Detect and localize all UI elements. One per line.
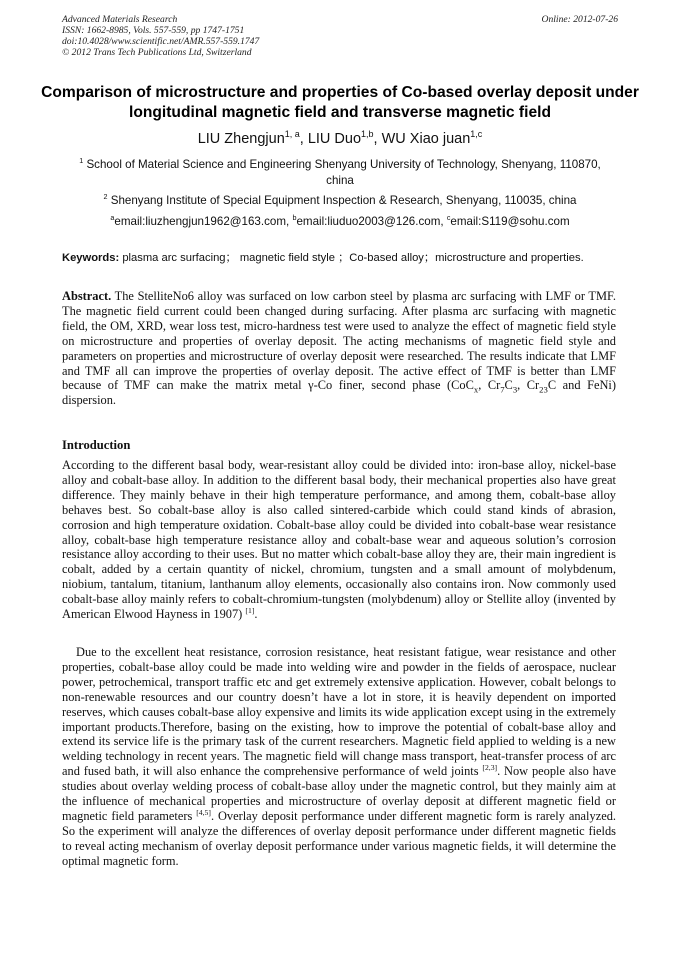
- journal-header: [62, 14, 618, 58]
- affiliation-text: School of Material Science and Engineering Shenyang University of Technology, Shenyang, 110870, china: [86, 158, 601, 187]
- paragraph-2: [62, 645, 616, 869]
- author-list: LIU Zhengjun$^{1, a}$, LIU Duo$^{1,b}$, WU Xiao juan$^{1,c}$: [197, 129, 483, 147]
- citation-ref[interactable]: [4,5]: [196, 807, 211, 817]
- author-name: LIU Duo: [307, 131, 362, 147]
- paragraph-text: . Now people also have studies about overlay welding process of cobalt-base alloy under the magnetic control, but they mainly aim at the influence of mechanical properties and microstructure of overlay deposit at different magnetic field or magnetic field parameters: [62, 764, 616, 823]
- email-list: [50, 214, 630, 230]
- paragraph-text: Due to the excellent heat resistance, corrosion resistance, heat resistant fatigue, wear resistance and other properties, cobalt-base alloy could be made into welding wire and powder in the fields of aerospace, nuclear power, petrochemical, transport traffic etc and get extremely extensive application. However, cobalt belongs to non-renewable resources and our country doesn’t have a lot in store, it is heavily dependent on imported reserves, which causes cobalt-base alloy expensive and limits its wide application except using in the extremely important products.Therefore, basing on the existing, how to improve the potential of cobalt-base alloy and extend its service life is the primary task of the current researchers. Magnetic field applied to welding is a new welding technology in recent years. The magnetic field will change mass transport, heat-transfer process of arc and fused bath, it will also enhance the comprehensive performance of weld joints: [62, 645, 616, 779]
- paragraph-text: .: [254, 607, 258, 622]
- citation-ref[interactable]: [2,3]: [482, 763, 498, 773]
- paper-title: Comparison of microstructure and properties of Co-based overlay deposit under longitudinal magnetic field and transverse magnetic field: [41, 84, 639, 121]
- abstract-sub: x: [473, 384, 479, 395]
- affiliation-sup: 1: [79, 156, 84, 166]
- abstract-text: The StelliteNo6 alloy was surfaced on low carbon steel by plasma arc surfacing with LMF or TMF. The magnetic field current could been changed during surfacing. After plasma arc surfacing with magnetic field, the OM, XRD, wear loss test, micro-hardness test were used to analyze the effect of magnetic field style on microstructure and properties of overlay deposit. The acting mechanisms of magnetic field style and parameters on properties and microstructure of overlay deposit were researched. The results indicate that LMF and TMF all can improve the properties of overlay deposit. The active effect of TMF is better than LMF because of TMF can make the matrix metal γ-Co finer, second phase (CoC: [62, 289, 617, 393]
- abstract: [62, 289, 616, 408]
- citation-ref[interactable]: [1]: [245, 605, 255, 615]
- keywords-label: Keywords:: [62, 252, 120, 264]
- affiliation-2: [70, 193, 610, 209]
- abstract-text: , Cr: [517, 378, 540, 393]
- email-sup: b: [292, 213, 297, 223]
- doi-line[interactable]: doi:10.4028/www.scientific.net/AMR.557-559.1747: [62, 36, 260, 47]
- paragraph-text: . Overlay deposit performance under different magnetic form is rarely analyzed. So the experiment will analyze the differences of overlay deposit performance under different magnetic fields to reveal acting mechanism of overlay deposit performance under various magnetic fields, it will determine the optimal magnetic form.: [62, 808, 616, 868]
- keywords-text: plasma arc surfacing； magnetic field style ；Co-based alloy；microstructure and properties.: [122, 252, 584, 264]
- paragraph-1: [62, 458, 616, 622]
- affiliation-1: [70, 157, 610, 189]
- email-b[interactable]: email:liuduo2003@126.com,: [296, 215, 444, 228]
- email-sup: c: [446, 213, 451, 223]
- journal-name: Advanced Materials Research: [62, 14, 178, 25]
- abstract-text: C and FeNi) dispersion.: [62, 378, 616, 408]
- author-sup: 1, a: [284, 129, 300, 140]
- affiliation-sup: 2: [103, 192, 108, 202]
- abstract-sub: 7: [500, 384, 505, 395]
- abstract-sub: 3: [512, 384, 518, 395]
- paragraph-text: According to the different basal body, wear-resistant alloy could be divided into: iron-base alloy, nickel-base alloy and cobalt-base alloy. In addition to the different basal body, their mechanical properties also have great difference. They mainly behave in their high temperature performance, and among them, cobalt-base alloy behaves best. So cobalt-base alloy is also called sintered-carbide which could stand kinds of abrasion, corrosion and high temperature oxidation. Cobalt-base alloy could be divided into cobalt-base wear resistance alloy, cobalt-base high temperature resistance alloy and cobalt-base wear and aqueous solution’s corrosion resistance alloy according to their uses. But no matter which cobalt-base alloy they are, their main ingredient is cobalt, added by a certain quantity of nickel, chromium, tungsten and a small amount of molybdenum, niobium, tantalum, titanium, lanthanum alloy elements, occasionally also contains iron. Now commonly used cobalt-base alloy mainly refers to cobalt-chromium-tungsten (molybdenum) alloy or Stellite alloy (invented by American Elwood Hayness in 1907): [62, 458, 616, 622]
- author-name: LIU Zhengjun: [197, 131, 285, 147]
- author-sup: 1,b: [361, 129, 374, 140]
- affiliation-text: Shenyang Institute of Special Equipment Inspection & Research, Shenyang, 110035, china: [110, 194, 577, 207]
- section-heading-introduction: Introduction: [62, 438, 131, 452]
- keywords: [62, 251, 616, 266]
- abstract-text: C: [504, 378, 513, 393]
- author-sup: 1,c: [470, 129, 483, 140]
- email-c[interactable]: email:S119@sohu.com: [450, 215, 570, 228]
- email-sup: a: [110, 213, 115, 223]
- online-date: Online: 2012-07-26: [541, 14, 618, 25]
- abstract-text: , Cr: [478, 378, 501, 393]
- abstract-sub: 23: [539, 384, 548, 395]
- abstract-label: Abstract.: [62, 289, 112, 303]
- email-a[interactable]: email:liuzhengjun1962@163.com,: [114, 215, 290, 228]
- issn-line: ISSN: 1662-8985, Vols. 557-559, pp 1747-1751: [62, 25, 245, 36]
- copyright-line: © 2012 Trans Tech Publications Ltd, Switzerland: [62, 47, 252, 58]
- author-name: WU Xiao juan: [381, 131, 471, 147]
